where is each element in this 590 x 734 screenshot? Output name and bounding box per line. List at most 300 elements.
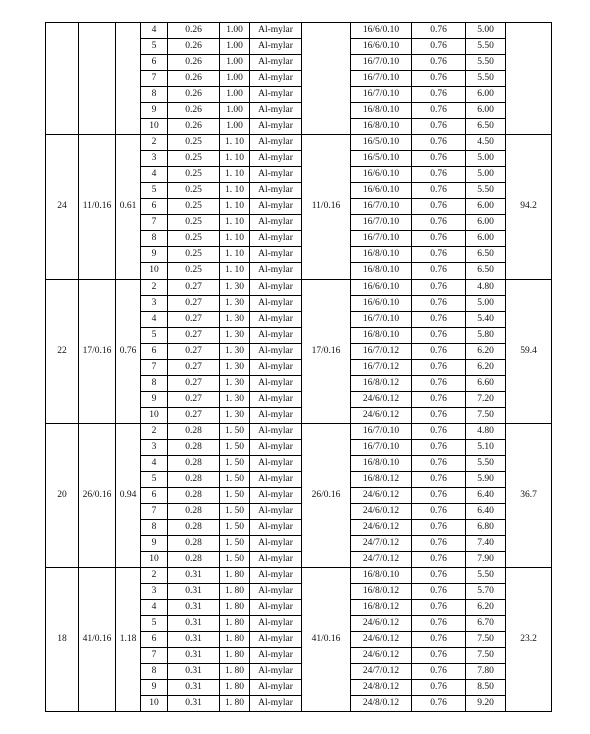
outer-dia-cell: 5.80 (466, 327, 506, 343)
shield-type-cell: Al-mylar (250, 584, 302, 600)
pair-count-cell: 7 (141, 359, 168, 375)
insulation-dia-cell: 1. 30 (220, 295, 250, 311)
jacket-thickness-cell: 0.76 (412, 503, 466, 519)
outer-dia-cell: 7.80 (466, 664, 506, 680)
pair-count-cell: 8 (141, 664, 168, 680)
insulation-thickness-cell: 0.26 (168, 103, 220, 119)
jacket-thickness-cell: 0.76 (412, 439, 466, 455)
shield-type-cell: Al-mylar (250, 55, 302, 71)
pair-count-cell: 6 (141, 55, 168, 71)
insulation-thickness-cell: 0.27 (168, 375, 220, 391)
pair-count-cell: 9 (141, 391, 168, 407)
insulation-thickness-cell: 0.27 (168, 279, 220, 295)
drain-wire-cell: 16/7/0.10 (351, 199, 412, 215)
pair-count-cell: 9 (141, 103, 168, 119)
pair-count-cell: 3 (141, 151, 168, 167)
jacket-thickness-cell: 0.76 (412, 263, 466, 279)
insulation-dia-cell: 1. 10 (220, 199, 250, 215)
insulation-thickness-cell: 0.25 (168, 183, 220, 199)
insulation-thickness-cell: 0.28 (168, 423, 220, 439)
shield-type-cell: Al-mylar (250, 263, 302, 279)
insulation-thickness-cell: 0.27 (168, 327, 220, 343)
shield-type-cell: Al-mylar (250, 600, 302, 616)
shield-type-cell: Al-mylar (250, 391, 302, 407)
insulation-thickness-cell: 0.25 (168, 135, 220, 151)
drain-strand-cell: 17/0.16 (302, 279, 351, 423)
insulation-thickness-cell: 0.27 (168, 391, 220, 407)
outer-dia-cell: 6.70 (466, 616, 506, 632)
shield-type-cell: Al-mylar (250, 616, 302, 632)
insulation-dia-cell: 1. 80 (220, 696, 250, 712)
outer-dia-cell: 5.00 (466, 23, 506, 39)
jacket-thickness-cell: 0.76 (412, 680, 466, 696)
outer-dia-cell: 5.70 (466, 584, 506, 600)
shield-type-cell: Al-mylar (250, 231, 302, 247)
pair-count-cell: 8 (141, 375, 168, 391)
insulation-dia-cell: 1.00 (220, 119, 250, 135)
shield-type-cell: Al-mylar (250, 87, 302, 103)
jacket-thickness-cell: 0.76 (412, 119, 466, 135)
drain-wire-cell: 16/7/0.10 (351, 311, 412, 327)
pair-count-cell: 6 (141, 199, 168, 215)
insulation-thickness-cell: 0.31 (168, 568, 220, 584)
insulation-dia-cell: 1.00 (220, 39, 250, 55)
outer-dia-cell: 5.40 (466, 311, 506, 327)
drain-wire-cell: 24/6/0.12 (351, 391, 412, 407)
conductor-dia-cell (116, 23, 141, 135)
outer-dia-cell: 5.00 (466, 295, 506, 311)
pair-count-cell: 6 (141, 343, 168, 359)
outer-dia-cell: 7.50 (466, 648, 506, 664)
shield-type-cell: Al-mylar (250, 648, 302, 664)
insulation-thickness-cell: 0.25 (168, 247, 220, 263)
pair-count-cell: 5 (141, 183, 168, 199)
insulation-thickness-cell: 0.28 (168, 455, 220, 471)
shield-type-cell: Al-mylar (250, 632, 302, 648)
jacket-thickness-cell: 0.76 (412, 696, 466, 712)
outer-dia-cell: 6.50 (466, 263, 506, 279)
jacket-thickness-cell: 0.76 (412, 183, 466, 199)
jacket-thickness-cell: 0.76 (412, 519, 466, 535)
insulation-thickness-cell: 0.25 (168, 151, 220, 167)
insulation-dia-cell: 1. 30 (220, 327, 250, 343)
outer-dia-cell: 5.50 (466, 55, 506, 71)
pair-count-cell: 6 (141, 632, 168, 648)
pair-count-cell: 6 (141, 487, 168, 503)
jacket-thickness-cell: 0.76 (412, 327, 466, 343)
drain-wire-cell: 16/7/0.10 (351, 87, 412, 103)
insulation-thickness-cell: 0.28 (168, 487, 220, 503)
insulation-thickness-cell: 0.31 (168, 648, 220, 664)
drain-wire-cell: 16/7/0.12 (351, 343, 412, 359)
insulation-thickness-cell: 0.28 (168, 503, 220, 519)
outer-dia-cell: 6.50 (466, 119, 506, 135)
shield-type-cell: Al-mylar (250, 327, 302, 343)
jacket-thickness-cell: 0.76 (412, 552, 466, 568)
insulation-dia-cell: 1. 80 (220, 648, 250, 664)
insulation-thickness-cell: 0.31 (168, 696, 220, 712)
outer-dia-cell: 5.10 (466, 439, 506, 455)
jacket-thickness-cell: 0.76 (412, 39, 466, 55)
drain-wire-cell: 24/8/0.12 (351, 696, 412, 712)
jacket-thickness-cell: 0.76 (412, 311, 466, 327)
drain-wire-cell: 24/6/0.12 (351, 519, 412, 535)
insulation-dia-cell: 1. 30 (220, 359, 250, 375)
pair-count-cell: 4 (141, 167, 168, 183)
shield-type-cell: Al-mylar (250, 295, 302, 311)
drain-wire-cell: 16/8/0.10 (351, 455, 412, 471)
insulation-dia-cell: 1.00 (220, 103, 250, 119)
drain-wire-cell: 16/7/0.10 (351, 231, 412, 247)
jacket-thickness-cell: 0.76 (412, 103, 466, 119)
insulation-thickness-cell: 0.31 (168, 680, 220, 696)
shield-type-cell: Al-mylar (250, 343, 302, 359)
jacket-thickness-cell: 0.76 (412, 167, 466, 183)
insulation-thickness-cell: 0.28 (168, 519, 220, 535)
drain-wire-cell: 24/6/0.12 (351, 407, 412, 423)
shield-type-cell: Al-mylar (250, 519, 302, 535)
outer-dia-cell: 6.40 (466, 503, 506, 519)
insulation-thickness-cell: 0.25 (168, 231, 220, 247)
insulation-dia-cell: 1. 50 (220, 439, 250, 455)
drain-strand-cell (302, 23, 351, 135)
insulation-thickness-cell: 0.25 (168, 167, 220, 183)
shield-type-cell: Al-mylar (250, 359, 302, 375)
outer-dia-cell: 5.50 (466, 568, 506, 584)
shield-type-cell: Al-mylar (250, 471, 302, 487)
pair-count-cell: 3 (141, 295, 168, 311)
drain-wire-cell: 16/8/0.10 (351, 119, 412, 135)
drain-wire-cell: 16/7/0.10 (351, 215, 412, 231)
jacket-thickness-cell: 0.76 (412, 616, 466, 632)
strand-cell: 17/0.16 (79, 279, 116, 423)
jacket-thickness-cell: 0.76 (412, 375, 466, 391)
jacket-thickness-cell: 0.76 (412, 600, 466, 616)
jacket-thickness-cell: 0.76 (412, 247, 466, 263)
insulation-dia-cell: 1. 80 (220, 680, 250, 696)
shield-type-cell: Al-mylar (250, 568, 302, 584)
resistance-cell: 23.2 (506, 568, 552, 712)
outer-dia-cell: 6.00 (466, 199, 506, 215)
drain-wire-cell: 16/7/0.10 (351, 423, 412, 439)
insulation-thickness-cell: 0.25 (168, 215, 220, 231)
shield-type-cell: Al-mylar (250, 215, 302, 231)
drain-wire-cell: 16/6/0.10 (351, 295, 412, 311)
outer-dia-cell: 6.80 (466, 519, 506, 535)
jacket-thickness-cell: 0.76 (412, 487, 466, 503)
jacket-thickness-cell: 0.76 (412, 632, 466, 648)
insulation-dia-cell: 1. 50 (220, 519, 250, 535)
outer-dia-cell: 6.00 (466, 215, 506, 231)
insulation-thickness-cell: 0.27 (168, 311, 220, 327)
drain-wire-cell: 16/6/0.10 (351, 23, 412, 39)
insulation-thickness-cell: 0.26 (168, 55, 220, 71)
insulation-dia-cell: 1. 80 (220, 568, 250, 584)
jacket-thickness-cell: 0.76 (412, 568, 466, 584)
outer-dia-cell: 8.50 (466, 680, 506, 696)
insulation-dia-cell: 1. 10 (220, 263, 250, 279)
insulation-dia-cell: 1.00 (220, 23, 250, 39)
insulation-thickness-cell: 0.28 (168, 552, 220, 568)
drain-wire-cell: 16/8/0.12 (351, 600, 412, 616)
drain-wire-cell: 16/5/0.10 (351, 151, 412, 167)
jacket-thickness-cell: 0.76 (412, 135, 466, 151)
insulation-dia-cell: 1. 30 (220, 407, 250, 423)
insulation-thickness-cell: 0.27 (168, 343, 220, 359)
drain-wire-cell: 24/6/0.12 (351, 632, 412, 648)
pair-count-cell: 2 (141, 568, 168, 584)
insulation-dia-cell: 1. 30 (220, 391, 250, 407)
shield-type-cell: Al-mylar (250, 503, 302, 519)
shield-type-cell: Al-mylar (250, 455, 302, 471)
insulation-thickness-cell: 0.26 (168, 39, 220, 55)
outer-dia-cell: 6.20 (466, 359, 506, 375)
insulation-thickness-cell: 0.31 (168, 584, 220, 600)
outer-dia-cell: 5.50 (466, 183, 506, 199)
insulation-dia-cell: 1. 10 (220, 247, 250, 263)
pair-count-cell: 9 (141, 536, 168, 552)
insulation-dia-cell: 1. 30 (220, 375, 250, 391)
drain-wire-cell: 24/7/0.12 (351, 536, 412, 552)
jacket-thickness-cell: 0.76 (412, 279, 466, 295)
insulation-dia-cell: 1.00 (220, 87, 250, 103)
pair-count-cell: 10 (141, 552, 168, 568)
drain-wire-cell: 24/8/0.12 (351, 680, 412, 696)
cable-spec-table (45, 22, 552, 712)
insulation-thickness-cell: 0.31 (168, 616, 220, 632)
drain-wire-cell: 16/6/0.10 (351, 279, 412, 295)
insulation-dia-cell: 1. 10 (220, 183, 250, 199)
shield-type-cell: Al-mylar (250, 552, 302, 568)
shield-type-cell: Al-mylar (250, 23, 302, 39)
jacket-thickness-cell: 0.76 (412, 23, 466, 39)
outer-dia-cell: 7.50 (466, 407, 506, 423)
outer-dia-cell: 4.80 (466, 279, 506, 295)
outer-dia-cell: 5.00 (466, 151, 506, 167)
outer-dia-cell: 5.50 (466, 71, 506, 87)
drain-wire-cell: 24/6/0.12 (351, 487, 412, 503)
shield-type-cell: Al-mylar (250, 439, 302, 455)
drain-wire-cell: 24/6/0.12 (351, 503, 412, 519)
table-row (46, 568, 552, 584)
jacket-thickness-cell: 0.76 (412, 151, 466, 167)
outer-dia-cell: 6.20 (466, 343, 506, 359)
insulation-thickness-cell: 0.27 (168, 295, 220, 311)
insulation-dia-cell: 1. 50 (220, 423, 250, 439)
drain-wire-cell: 24/7/0.12 (351, 664, 412, 680)
insulation-dia-cell: 1. 10 (220, 135, 250, 151)
outer-dia-cell: 6.00 (466, 103, 506, 119)
outer-dia-cell: 5.90 (466, 471, 506, 487)
awg-cell (46, 23, 79, 135)
insulation-dia-cell: 1. 50 (220, 503, 250, 519)
pair-count-cell: 4 (141, 600, 168, 616)
shield-type-cell: Al-mylar (250, 135, 302, 151)
drain-wire-cell: 16/5/0.10 (351, 135, 412, 151)
outer-dia-cell: 7.40 (466, 536, 506, 552)
drain-wire-cell: 16/8/0.10 (351, 247, 412, 263)
pair-count-cell: 10 (141, 263, 168, 279)
outer-dia-cell: 5.00 (466, 167, 506, 183)
pair-count-cell: 4 (141, 311, 168, 327)
pair-count-cell: 3 (141, 439, 168, 455)
insulation-dia-cell: 1. 50 (220, 455, 250, 471)
insulation-dia-cell: 1. 10 (220, 231, 250, 247)
shield-type-cell: Al-mylar (250, 680, 302, 696)
insulation-dia-cell: 1. 80 (220, 584, 250, 600)
awg-cell: 24 (46, 135, 79, 279)
outer-dia-cell: 6.00 (466, 87, 506, 103)
jacket-thickness-cell: 0.76 (412, 664, 466, 680)
insulation-dia-cell: 1. 30 (220, 343, 250, 359)
drain-wire-cell: 16/7/0.10 (351, 55, 412, 71)
insulation-thickness-cell: 0.25 (168, 199, 220, 215)
shield-type-cell: Al-mylar (250, 664, 302, 680)
strand-cell (79, 23, 116, 135)
resistance-cell (506, 23, 552, 135)
drain-wire-cell: 16/6/0.10 (351, 183, 412, 199)
pair-count-cell: 2 (141, 423, 168, 439)
pair-count-cell: 10 (141, 119, 168, 135)
drain-wire-cell: 16/8/0.10 (351, 568, 412, 584)
shield-type-cell: Al-mylar (250, 536, 302, 552)
shield-type-cell: Al-mylar (250, 375, 302, 391)
drain-wire-cell: 16/7/0.10 (351, 439, 412, 455)
table-body (46, 23, 552, 712)
drain-wire-cell: 16/8/0.10 (351, 103, 412, 119)
insulation-dia-cell: 1.00 (220, 55, 250, 71)
strand-cell: 41/0.16 (79, 568, 116, 712)
drain-wire-cell: 16/8/0.12 (351, 584, 412, 600)
drain-wire-cell: 16/6/0.10 (351, 39, 412, 55)
jacket-thickness-cell: 0.76 (412, 199, 466, 215)
pair-count-cell: 5 (141, 39, 168, 55)
outer-dia-cell: 7.50 (466, 632, 506, 648)
pair-count-cell: 8 (141, 519, 168, 535)
jacket-thickness-cell: 0.76 (412, 648, 466, 664)
outer-dia-cell: 7.90 (466, 552, 506, 568)
table-row (46, 135, 552, 151)
drain-wire-cell: 24/7/0.12 (351, 552, 412, 568)
pair-count-cell: 9 (141, 247, 168, 263)
insulation-thickness-cell: 0.26 (168, 119, 220, 135)
jacket-thickness-cell: 0.76 (412, 215, 466, 231)
awg-cell: 18 (46, 568, 79, 712)
jacket-thickness-cell: 0.76 (412, 407, 466, 423)
shield-type-cell: Al-mylar (250, 151, 302, 167)
insulation-dia-cell: 1. 80 (220, 632, 250, 648)
insulation-dia-cell: 1. 10 (220, 215, 250, 231)
outer-dia-cell: 6.60 (466, 375, 506, 391)
insulation-thickness-cell: 0.31 (168, 600, 220, 616)
shield-type-cell: Al-mylar (250, 311, 302, 327)
drain-wire-cell: 16/7/0.12 (351, 359, 412, 375)
outer-dia-cell: 7.20 (466, 391, 506, 407)
pair-count-cell: 4 (141, 455, 168, 471)
outer-dia-cell: 6.20 (466, 600, 506, 616)
jacket-thickness-cell: 0.76 (412, 55, 466, 71)
pair-count-cell: 5 (141, 471, 168, 487)
jacket-thickness-cell: 0.76 (412, 584, 466, 600)
insulation-thickness-cell: 0.28 (168, 471, 220, 487)
insulation-thickness-cell: 0.27 (168, 407, 220, 423)
insulation-thickness-cell: 0.31 (168, 632, 220, 648)
shield-type-cell: Al-mylar (250, 423, 302, 439)
shield-type-cell: Al-mylar (250, 199, 302, 215)
insulation-thickness-cell: 0.28 (168, 439, 220, 455)
jacket-thickness-cell: 0.76 (412, 295, 466, 311)
shield-type-cell: Al-mylar (250, 247, 302, 263)
drain-wire-cell: 16/8/0.10 (351, 327, 412, 343)
conductor-dia-cell: 1.18 (116, 568, 141, 712)
insulation-dia-cell: 1. 80 (220, 600, 250, 616)
insulation-dia-cell: 1. 30 (220, 279, 250, 295)
resistance-cell: 94.2 (506, 135, 552, 279)
jacket-thickness-cell: 0.76 (412, 536, 466, 552)
jacket-thickness-cell: 0.76 (412, 87, 466, 103)
pair-count-cell: 5 (141, 616, 168, 632)
insulation-dia-cell: 1. 50 (220, 552, 250, 568)
outer-dia-cell: 6.00 (466, 231, 506, 247)
pair-count-cell: 7 (141, 648, 168, 664)
insulation-thickness-cell: 0.27 (168, 359, 220, 375)
pair-count-cell: 8 (141, 87, 168, 103)
drain-wire-cell: 16/8/0.12 (351, 471, 412, 487)
shield-type-cell: Al-mylar (250, 407, 302, 423)
insulation-dia-cell: 1. 80 (220, 616, 250, 632)
jacket-thickness-cell: 0.76 (412, 343, 466, 359)
pair-count-cell: 7 (141, 503, 168, 519)
awg-cell: 20 (46, 423, 79, 567)
shield-type-cell: Al-mylar (250, 167, 302, 183)
insulation-thickness-cell: 0.25 (168, 263, 220, 279)
drain-wire-cell: 16/8/0.10 (351, 263, 412, 279)
outer-dia-cell: 4.80 (466, 423, 506, 439)
table-row (46, 423, 552, 439)
outer-dia-cell: 6.50 (466, 247, 506, 263)
insulation-dia-cell: 1. 50 (220, 471, 250, 487)
insulation-thickness-cell: 0.28 (168, 536, 220, 552)
drain-wire-cell: 16/6/0.10 (351, 167, 412, 183)
shield-type-cell: Al-mylar (250, 183, 302, 199)
awg-cell: 22 (46, 279, 79, 423)
strand-cell: 26/0.16 (79, 423, 116, 567)
drain-wire-cell: 16/8/0.12 (351, 375, 412, 391)
jacket-thickness-cell: 0.76 (412, 71, 466, 87)
pair-count-cell: 3 (141, 584, 168, 600)
insulation-dia-cell: 1. 50 (220, 536, 250, 552)
conductor-dia-cell: 0.76 (116, 279, 141, 423)
jacket-thickness-cell: 0.76 (412, 359, 466, 375)
outer-dia-cell: 5.50 (466, 39, 506, 55)
pair-count-cell: 8 (141, 231, 168, 247)
insulation-dia-cell: 1. 30 (220, 311, 250, 327)
shield-type-cell: Al-mylar (250, 103, 302, 119)
pair-count-cell: 10 (141, 407, 168, 423)
pair-count-cell: 9 (141, 680, 168, 696)
pair-count-cell: 4 (141, 23, 168, 39)
outer-dia-cell: 5.50 (466, 455, 506, 471)
outer-dia-cell: 4.50 (466, 135, 506, 151)
resistance-cell: 36.7 (506, 423, 552, 567)
shield-type-cell: Al-mylar (250, 119, 302, 135)
jacket-thickness-cell: 0.76 (412, 423, 466, 439)
pair-count-cell: 2 (141, 279, 168, 295)
table-row (46, 23, 552, 39)
drain-strand-cell: 41/0.16 (302, 568, 351, 712)
shield-type-cell: Al-mylar (250, 71, 302, 87)
conductor-dia-cell: 0.94 (116, 423, 141, 567)
